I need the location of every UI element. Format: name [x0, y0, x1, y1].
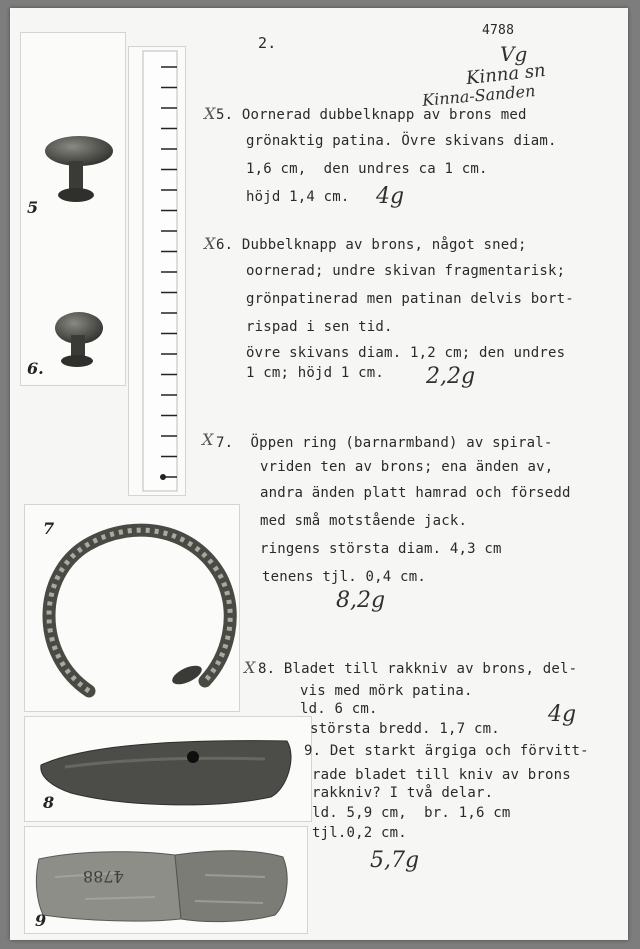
photo-items-5-6: [20, 32, 126, 386]
catalog-card: [10, 8, 628, 940]
entry-9-weight: 5,7g: [370, 848, 420, 873]
entry-9-line: rade bladet till kniv av brons: [312, 767, 571, 783]
entry-7-line: tenens tjl. 0,4 cm.: [262, 569, 426, 585]
entry-6-line: grönpatinerad men patinan delvis bort-: [246, 291, 574, 307]
entry-6-line: rispad i sen tid.: [246, 319, 393, 335]
entry-7-line: 7. Öppen ring (barnarmband) av spiral-: [216, 435, 553, 451]
fragment-stamp: 4788: [83, 867, 124, 886]
entry-7-line: andra änden platt hamrad och försedd: [260, 485, 571, 501]
entry-5-line: 5. Oornerad dubbelknapp av brons med: [216, 107, 527, 123]
page-number: 2.: [258, 34, 277, 52]
entry-6-check-mark: X: [204, 234, 216, 253]
entry-5-line: 1,6 cm, den undres ca 1 cm.: [246, 161, 488, 177]
double-button-5-image: [45, 136, 113, 202]
entry-5-line: höjd 1,4 cm.: [246, 189, 350, 205]
entry-7-weight: 8,2g: [336, 588, 386, 613]
entry-5-check-mark: X: [204, 104, 216, 123]
entry-9-line: rakkniv? I två delar.: [312, 785, 494, 801]
entry-7-line: ringens största diam. 4,3 cm: [260, 541, 502, 557]
photo-label-6: 6.: [27, 359, 44, 378]
entry-7-line: med små motstående jack.: [260, 513, 468, 529]
parish-alt-handwritten: Kinna-Sanden: [421, 81, 537, 110]
photo-label-5: 5: [27, 198, 39, 217]
entry-7-check-mark: X: [202, 430, 214, 449]
photo-item-9: [24, 826, 308, 934]
photo-item-7: [24, 504, 240, 712]
parish-handwritten: Kinna sn: [465, 59, 547, 90]
entry-8-weight: 4g: [548, 702, 577, 727]
entry-8-line: vis med mörk patina.: [300, 683, 473, 699]
entry-9-line: tjl.0,2 cm.: [312, 825, 407, 841]
catalog-number: 4788: [482, 23, 515, 38]
knife-fragments-image: [25, 827, 307, 933]
entry-8-check-mark: X: [244, 658, 256, 677]
double-button-6-image: [55, 312, 103, 367]
entry-5-weight: 4g: [376, 184, 405, 209]
entry-6-line: oornerad; undre skivan fragmentarisk;: [246, 263, 566, 279]
photo-item-8: [24, 716, 312, 822]
photo-label-9: 9: [35, 911, 47, 930]
entry-6-line: 6. Dubbelknapp av brons, något sned;: [216, 237, 527, 253]
razor-blade-image: [25, 717, 311, 821]
entry-9-line: 9. Det starkt ärgiga och förvitt-: [304, 743, 589, 759]
spiral-ring-image: [25, 505, 239, 711]
entry-8-line: ld. 6 cm.: [300, 701, 378, 717]
entry-9-line: ld. 5,9 cm, br. 1,6 cm: [312, 805, 511, 821]
entry-7-line: vriden ten av brons; ena änden av,: [260, 459, 554, 475]
photo-label-7: 7: [43, 519, 55, 538]
entry-8-line: 8. Bladet till rakkniv av brons, del-: [258, 661, 578, 677]
entry-6-line: 1 cm; höjd 1 cm.: [246, 365, 385, 381]
scale-ruler: [128, 46, 186, 496]
entry-6-weight: 2,2g: [426, 364, 476, 389]
photo-label-8: 8: [43, 793, 55, 812]
entry-8-line: största bredd. 1,7 cm.: [310, 721, 500, 737]
ruler-pin: [160, 474, 166, 480]
entry-6-line: övre skivans diam. 1,2 cm; den undres: [246, 345, 566, 361]
entry-5-line: grönaktig patina. Övre skivans diam.: [246, 133, 557, 149]
ruler-ticks: [129, 47, 185, 495]
province-handwritten: Vg: [500, 42, 528, 66]
